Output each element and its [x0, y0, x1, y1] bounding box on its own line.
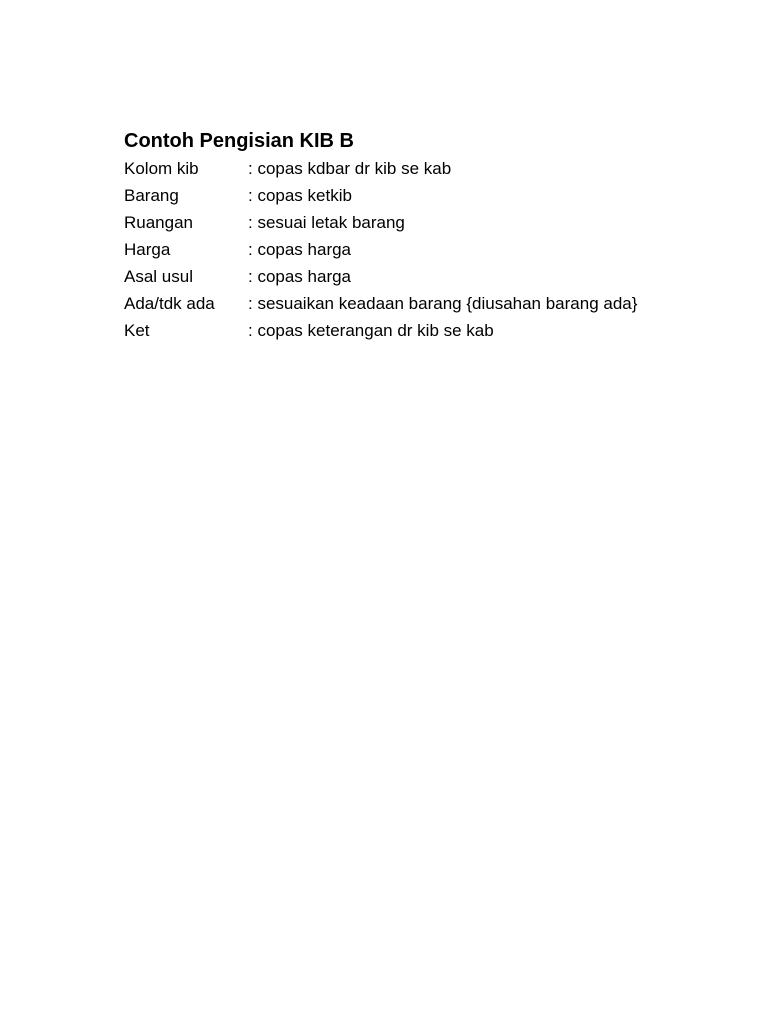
document-title: Contoh Pengisian KIB B	[124, 130, 354, 152]
field-label: Ada/tdk ada	[124, 294, 215, 313]
field-row-harga	[124, 236, 637, 263]
field-label: Harga	[124, 240, 171, 259]
field-value: : copas kdbar dr kib se kab	[248, 159, 452, 178]
field-label: Asal usul	[124, 267, 193, 286]
field-label: Ket	[124, 321, 150, 340]
field-list	[124, 155, 637, 344]
field-row-asal-usul	[124, 263, 637, 290]
field-value: : sesuaikan keadaan barang {diusahan barang ada}	[248, 294, 638, 313]
field-value: : copas harga	[248, 267, 352, 286]
field-value: : copas ketkib	[248, 186, 352, 205]
field-value: : sesuai letak barang	[248, 213, 405, 232]
field-label: Ruangan	[124, 213, 194, 232]
field-row-kolom-kib	[124, 155, 637, 182]
field-value: : copas keterangan dr kib se kab	[248, 321, 494, 340]
field-value: : copas harga	[248, 240, 352, 259]
field-label: Kolom kib	[124, 159, 199, 178]
field-row-barang	[124, 182, 637, 209]
field-label: Barang	[124, 186, 179, 205]
field-row-ket	[124, 317, 637, 344]
field-row-ruangan	[124, 209, 637, 236]
field-row-ada-tdk-ada	[124, 290, 637, 317]
